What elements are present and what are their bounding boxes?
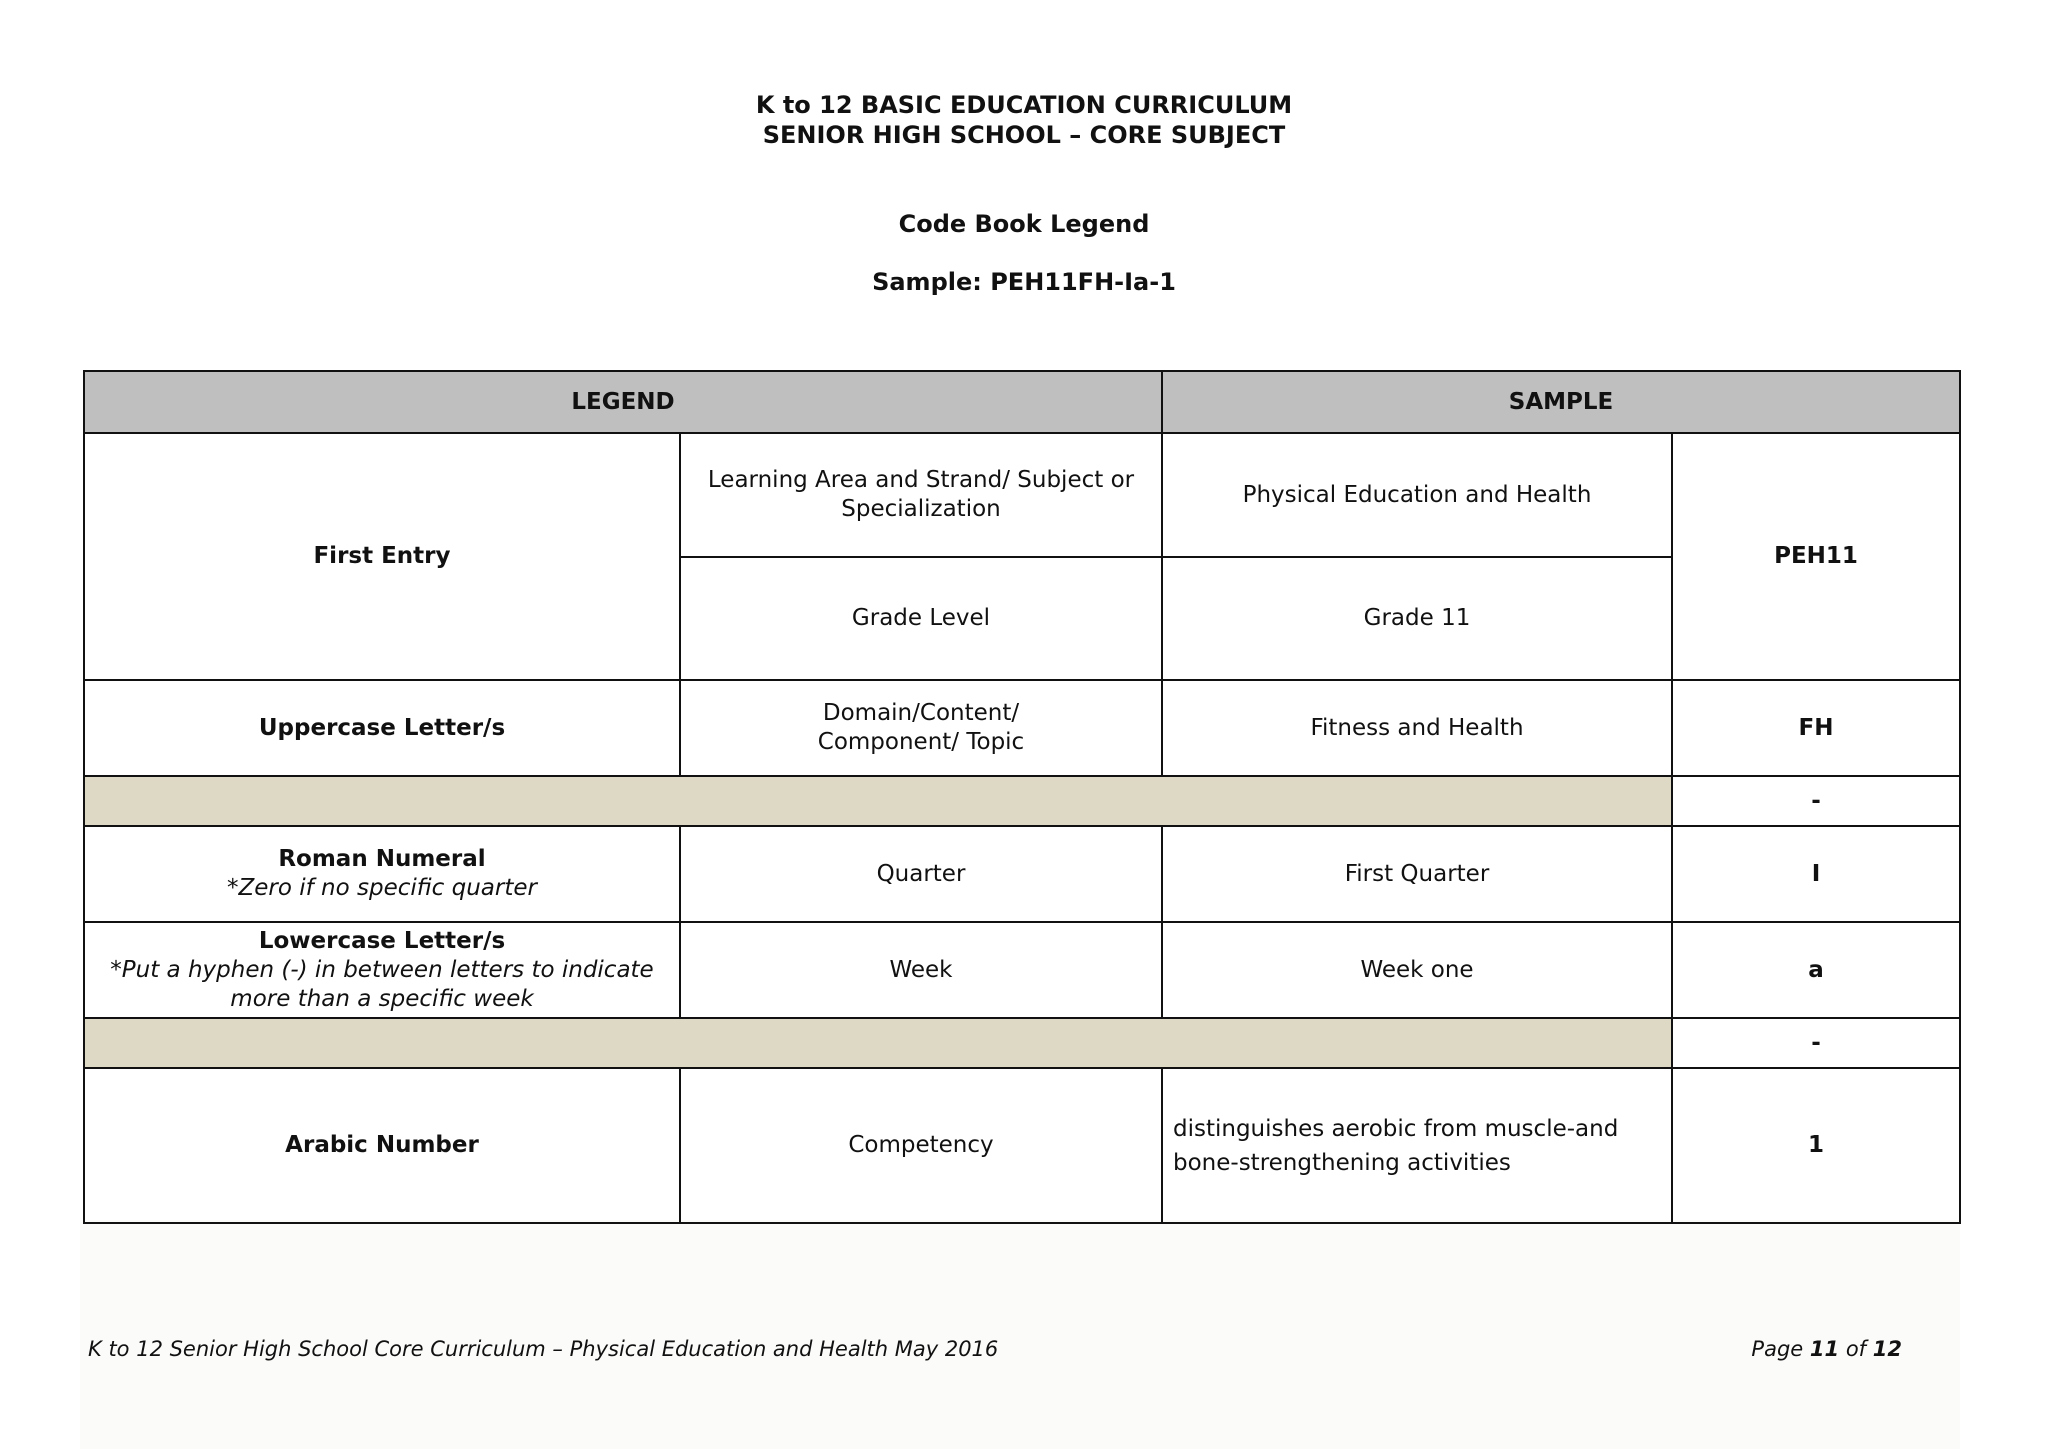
sample-header: SAMPLE (1162, 371, 1960, 433)
legend-header: LEGEND (84, 371, 1162, 433)
table-row-separator-1 (84, 776, 1960, 826)
table-row-lowercase (84, 922, 1960, 1018)
roman-sample: First Quarter (1162, 826, 1672, 922)
code-book-table (83, 370, 1961, 1224)
lowercase-label: Lowercase Letter/s (258, 927, 506, 954)
footer-page-current: 11 (1809, 1337, 1840, 1361)
roman-label-cell (84, 826, 680, 922)
lowercase-label-cell (84, 922, 680, 1018)
roman-code: I (1672, 826, 1960, 922)
table-row-first-entry (84, 433, 1960, 557)
roman-note: *Zero if no specific quarter (227, 875, 537, 901)
uppercase-code: FH (1672, 680, 1960, 776)
table-row-uppercase (84, 680, 1960, 776)
sample-code: Sample: PEH11FH-Ia-1 (872, 268, 1176, 296)
table-header-row (84, 371, 1960, 433)
first-entry-label: First Entry (84, 433, 680, 680)
footer-page-of: of (1845, 1337, 1867, 1361)
page-bottom-shade (80, 1220, 1960, 1449)
footer-page-prefix: Page (1751, 1337, 1804, 1361)
grade-level-sample: Grade 11 (1162, 557, 1672, 680)
uppercase-desc-line1: Domain/Content/ (822, 700, 1020, 726)
grade-level-desc: Grade Level (680, 557, 1162, 680)
code-book-legend-title: Code Book Legend (898, 210, 1150, 238)
lowercase-sample: Week one (1162, 922, 1672, 1018)
arabic-label: Arabic Number (84, 1068, 680, 1223)
roman-desc: Quarter (680, 826, 1162, 922)
arabic-desc: Competency (680, 1068, 1162, 1223)
lowercase-note-line2: more than a specific week (230, 985, 534, 1012)
separator-code-2: - (1672, 1018, 1960, 1068)
uppercase-desc (680, 680, 1162, 776)
header-subtitle: SENIOR HIGH SCHOOL – CORE SUBJECT (762, 121, 1286, 149)
header-title: K to 12 BASIC EDUCATION CURRICULUM (755, 91, 1293, 119)
first-entry-code: PEH11 (1672, 433, 1960, 680)
arabic-code: 1 (1672, 1068, 1960, 1223)
uppercase-sample: Fitness and Health (1162, 680, 1672, 776)
uppercase-label: Uppercase Letter/s (84, 680, 680, 776)
learning-area-sample: Physical Education and Health (1162, 433, 1672, 557)
separator-shade-1 (84, 776, 1672, 826)
lowercase-code: a (1672, 922, 1960, 1018)
table-row-separator-2 (84, 1018, 1960, 1068)
footer-page-total: 12 (1872, 1337, 1902, 1361)
roman-label: Roman Numeral (278, 846, 486, 872)
table-row-roman (84, 826, 1960, 922)
uppercase-desc-line2: Component/ Topic (817, 729, 1025, 755)
document-header (0, 90, 2048, 150)
arabic-sample: distinguishes aerobic from muscle-and bone-strengthening activities (1162, 1068, 1672, 1223)
table-row-arabic (84, 1068, 1960, 1223)
lowercase-note-line1: *Put a hyphen (-) in between letters to indicate (110, 956, 654, 983)
separator-code-1: - (1672, 776, 1960, 826)
footer-page-number (1751, 1337, 1902, 1361)
footer-document-title: K to 12 Senior High School Core Curriculum – Physical Education and Health May 2016 (88, 1337, 999, 1361)
lowercase-desc: Week (680, 922, 1162, 1018)
separator-shade-2 (84, 1018, 1672, 1068)
learning-area-desc: Learning Area and Strand/ Subject or Specialization (680, 433, 1162, 557)
